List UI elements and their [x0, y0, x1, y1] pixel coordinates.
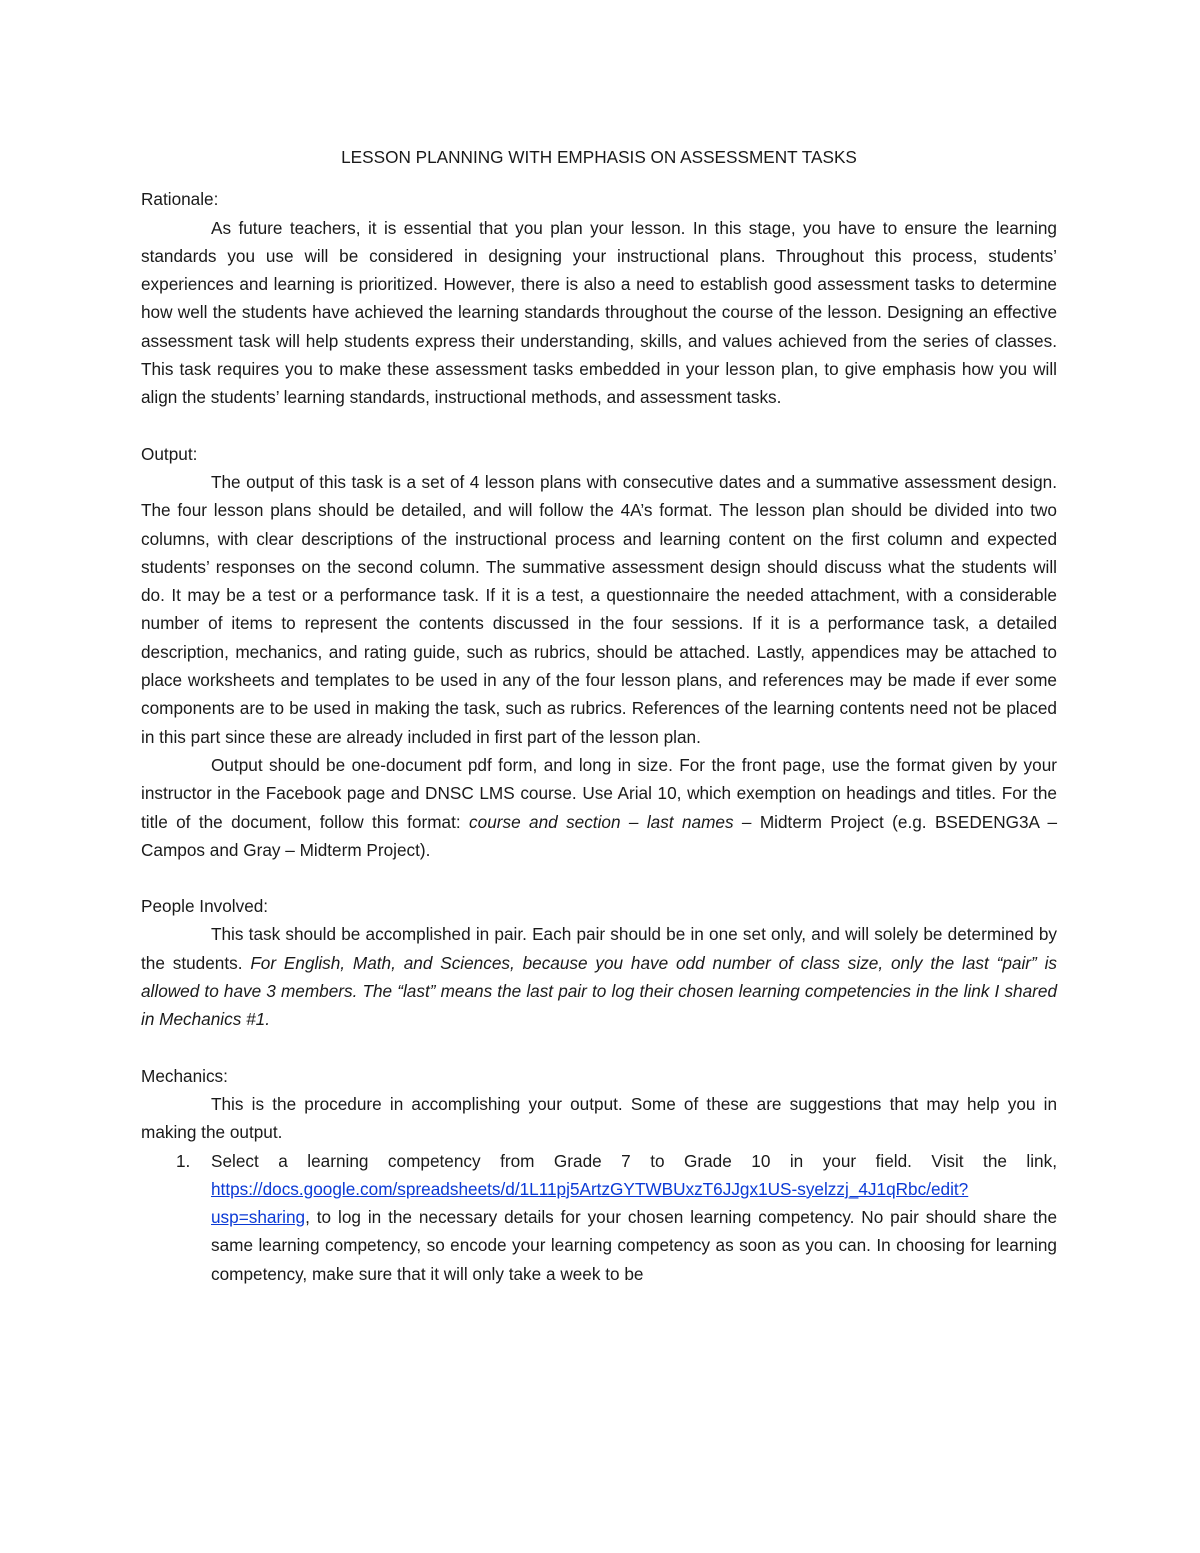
people-section: [141, 892, 1057, 1033]
mechanics-item-number: 1.: [176, 1150, 191, 1171]
rationale-paragraph: As future teachers, it is essential that you plan your lesson. In this stage, you have to ensure the learning standards you use will be considered in designing your instructional plans. Throughout this process, students’ experiences and learning is prioritized. However, there is also a need to establish good assessment tasks to determine how well the students have achieved the learning standards throughout the course of the lesson. Designing an effective assessment task will help students express their understanding, skills, and values achieved from the series of classes. This task requires you to make these assessment tasks embedded in your lesson plan, to give emphasis how you will align the students’ learning standards, instructional methods, and assessment tasks.: [141, 217, 1057, 408]
output-paragraph-2: [141, 751, 1057, 864]
spreadsheet-link[interactable]: https://docs.google.com/spreadsheets/d/1L11pj5ArtzGYTWBUxzT6JJgx1US-syelzzj_4J1qRbc/edit?usp=sharing: [211, 1178, 969, 1228]
rationale-heading: Rationale:: [141, 189, 219, 210]
people-paragraph-note: For English, Math, and Sciences, because you have odd number of class size, only the last “pair” is allowed to have 3 members. The “last” means the last pair to log their chosen learning competencies in the link I shared in Mechanics #1.: [141, 952, 1057, 1030]
output-title-format: course and section – last names –: [469, 811, 752, 832]
section-gap: [141, 1034, 1057, 1062]
mechanics-list: [141, 1147, 1057, 1288]
people-paragraph-start: This task should be accomplished in pair. Each pair should be in one set only, and will solely be determined by the students.: [141, 924, 1057, 973]
people-paragraph: [141, 920, 1057, 1033]
mechanics-intro: This is the procedure in accomplishing your output. Some of these are suggestions that may help you in making the output.: [141, 1093, 1057, 1143]
mechanics-heading: Mechanics:: [141, 1065, 228, 1086]
output-paragraph-1: The output of this task is a set of 4 lesson plans with consecutive dates and a summative assessment design. The four lesson plans should be detailed, and will follow the 4A’s format. The lesson plan should be divided into two columns, with clear descriptions of the instructional process and learning content on the first column and expected students’ responses on the second column. The summative assessment design should discuss what the students will do. It may be a test or a performance task. If it is a test, a questionnaire the needed attachment, with a considerable number of items to represent the contents discussed in the four sessions. If it is a performance task, a detailed description, mechanics, and rating guide, such as rubrics, should be attached. Lastly, appendices may be attached to place worksheets and templates to be used in any of the four lesson plans, and references may be made if ever some components are to be used in making the task, such as rubrics. References of the learning contents need not be placed in this part since these are already included in first part of the lesson plan.: [141, 471, 1057, 747]
mechanics-item-text-start: Select a learning competency from Grade 7 to Grade 10 in your field. Visit the link,: [211, 1150, 1057, 1171]
output-paragraph-2-start: Output should be one-document pdf form, and long in size. For the front page, use the format given by your instructor in the Facebook page and DNSC LMS course. Use Arial 10, which exemption on headings and titles. For the title of the document, follow this format:: [141, 754, 1057, 832]
output-paragraph-2-end: Midterm Project (e.g. BSEDENG3A – Campos and Gray – Midterm Project).: [141, 811, 1058, 860]
mechanics-section: [141, 1062, 1057, 1288]
output-section: [141, 440, 1057, 864]
rationale-section: [141, 185, 1057, 411]
output-heading: Output:: [141, 443, 198, 464]
document-title: LESSON PLANNING WITH EMPHASIS ON ASSESSMENT TASKS: [341, 147, 857, 167]
section-gap: [141, 864, 1057, 892]
document-body: [141, 143, 1057, 1288]
people-heading: People Involved:: [141, 896, 269, 917]
section-gap: [141, 412, 1057, 440]
mechanics-item-text-end: , to log in the necessary details for your chosen learning competency. No pair should share the same learning competency, so encode your learning competency as soon as you can. In choosing for learning competency, make sure that it will only take a week to be: [211, 1207, 1057, 1284]
mechanics-item: [176, 1147, 1057, 1288]
